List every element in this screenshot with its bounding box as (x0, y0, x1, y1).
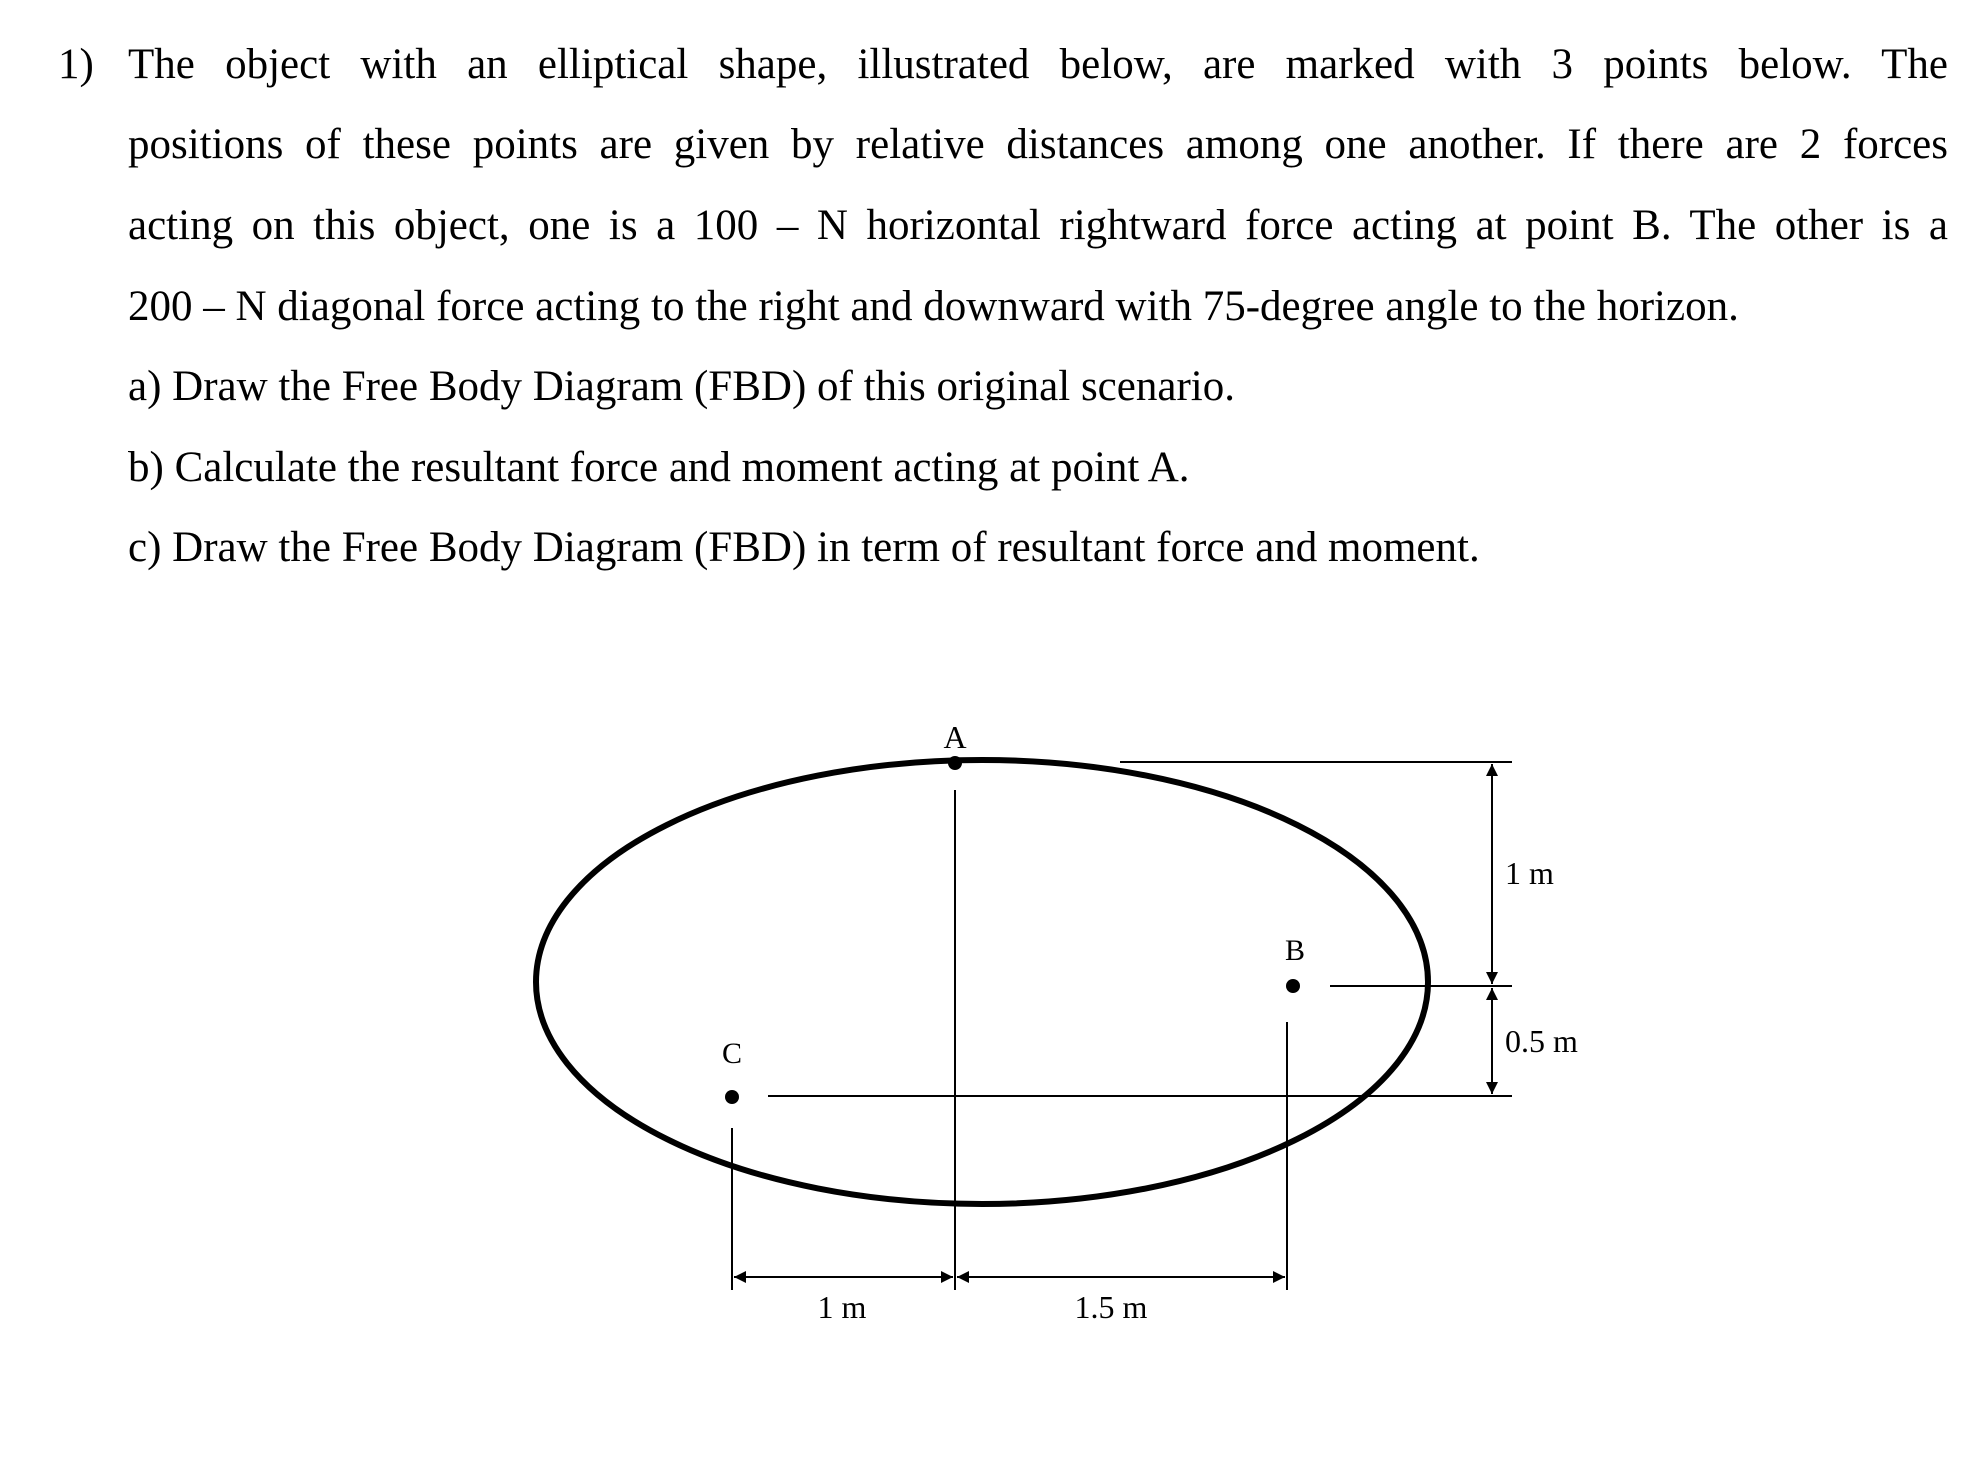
dimension-label-a-to-b-vertical: 1 m (1505, 855, 1554, 891)
point-c-label: C (721, 1037, 743, 1070)
dimension-label-b-to-c-vertical: 0.5 m (1505, 1023, 1578, 1059)
dimension-label-c-to-a: 1 m (817, 1289, 867, 1325)
part-c: c) Draw the Free Body Diagram (FBD) in term of resultant force and moment. (128, 524, 1480, 571)
point-b-dot (1286, 979, 1300, 993)
point-b-label: B (1284, 934, 1306, 967)
point-a-label: A (943, 719, 967, 755)
question-text-line-3: acting on this object, one is a 100 – N horizontal rightward force acting at point B. The other is a (128, 202, 1948, 249)
question-text-line-1: The object with an elliptical shape, illustrated below, are marked with 3 points below. The (128, 41, 1948, 88)
point-a-dot (948, 756, 962, 770)
point-c-dot (725, 1090, 739, 1104)
question-text-line-2: positions of these points are given by relative distances among one another. If there are 2 forces (128, 121, 1948, 168)
part-a: a) Draw the Free Body Diagram (FBD) of this original scenario. (128, 363, 1235, 410)
question-number: 1) (58, 41, 94, 88)
question-text-line-4: 200 – N diagonal force acting to the right and downward with 75-degree angle to the horizon. (128, 283, 1739, 330)
part-b: b) Calculate the resultant force and moment acting at point A. (128, 444, 1190, 491)
dimension-label-a-to-b: 1.5 m (1074, 1289, 1148, 1325)
